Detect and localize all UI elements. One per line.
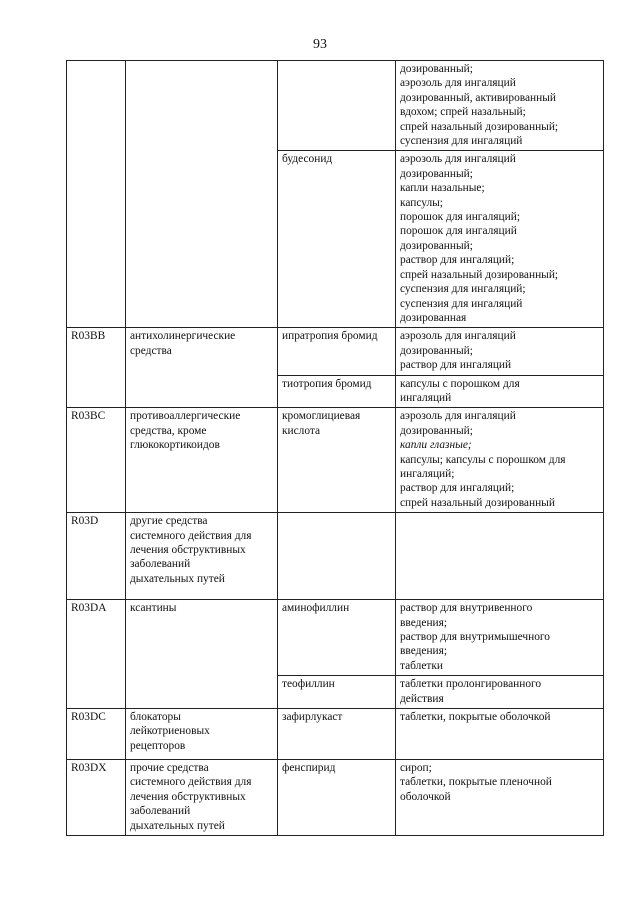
drug-name-cell xyxy=(278,151,396,328)
dosage-forms-cell xyxy=(396,600,604,676)
dosage-forms-cell xyxy=(396,760,604,836)
dosage-form-line: дозированный; xyxy=(400,424,473,437)
drug-name-cell xyxy=(278,600,396,676)
dosage-form-line: дозированная xyxy=(400,311,467,324)
dosage-form-line: суспензия для ингаляций; xyxy=(400,283,526,296)
dosage-form-line: капсулы с порошком для xyxy=(400,377,520,390)
table-row xyxy=(67,513,604,600)
group-cell xyxy=(126,760,278,836)
dosage-form-line: дозированный; xyxy=(400,344,473,357)
drug-name: ипратропия бромид xyxy=(282,330,378,343)
table-row xyxy=(67,709,604,760)
atc-code-cell xyxy=(67,513,126,600)
drug-name: аминофиллин xyxy=(282,602,350,615)
drug-name-cell xyxy=(278,328,396,375)
atc-code-cell xyxy=(67,760,126,836)
drug-name-cell xyxy=(278,375,396,408)
group-line: ксантины xyxy=(130,602,177,615)
group-line: системного действия для xyxy=(130,529,252,542)
atc-code: R03BC xyxy=(71,410,106,423)
drug-name: будесонид xyxy=(282,153,333,166)
dosage-form-line: суспензия для ингаляций xyxy=(400,297,523,310)
drug-name-cell xyxy=(278,760,396,836)
atc-code: R03D xyxy=(71,515,99,528)
dosage-forms-cell xyxy=(396,61,604,151)
dosage-form-line: введения; xyxy=(400,616,448,629)
dosage-forms-cell xyxy=(396,328,604,375)
dosage-form-line: раствор для внутривенного xyxy=(400,602,533,615)
group-cell xyxy=(126,513,278,600)
dosage-form-line: ингаляций; xyxy=(400,467,455,480)
group-line: антихолинергические xyxy=(130,330,236,343)
dosage-form-line: аэрозоль для ингаляций xyxy=(400,77,516,90)
drug-name: кромоглициевая xyxy=(282,410,361,423)
atc-code-cell xyxy=(67,600,126,709)
dosage-forms-cell xyxy=(396,676,604,709)
dosage-form-line: таблетки xyxy=(400,659,444,672)
group-line: противоаллергические xyxy=(130,410,241,423)
dosage-form-line: дозированный; xyxy=(400,167,473,180)
group-cell xyxy=(126,600,278,709)
group-line: заболеваний xyxy=(130,805,191,818)
group-line: лечения обструктивных xyxy=(130,790,246,803)
drug-name-cell xyxy=(278,513,396,600)
drug-name-cell xyxy=(278,676,396,709)
dosage-form-line: введения; xyxy=(400,645,448,658)
dosage-form-line: таблетки, покрытые оболочкой xyxy=(400,711,551,724)
dosage-form-line: капли назальные; xyxy=(400,182,485,195)
group-line: глюкокортикоидов xyxy=(130,439,220,452)
table-row xyxy=(67,408,604,513)
atc-code: R03DA xyxy=(71,602,107,615)
group-cell xyxy=(126,328,278,408)
dosage-form-line: суспензия для ингаляций xyxy=(400,135,523,148)
dosage-form-line: порошок для ингаляций; xyxy=(400,211,520,224)
atc-code-cell xyxy=(67,328,126,408)
dosage-forms-cell xyxy=(396,151,604,328)
atc-code-cell xyxy=(67,709,126,760)
page-number: 93 xyxy=(313,37,327,52)
atc-code-cell xyxy=(67,61,126,328)
dosage-form-line: дозированный; xyxy=(400,239,473,252)
drug-name: тиотропия бромид xyxy=(282,377,372,390)
drug-name: кислота xyxy=(282,424,321,437)
group-cell xyxy=(126,61,278,328)
group-line: дыхательных путей xyxy=(130,572,225,585)
atc-code: R03BB xyxy=(71,330,106,343)
group-line: средства, кроме xyxy=(130,424,207,437)
drug-name-cell xyxy=(278,408,396,513)
dosage-form-line: раствор для ингаляций; xyxy=(400,482,515,495)
atc-code: R03DX xyxy=(71,762,107,775)
group-line: заболеваний xyxy=(130,558,191,571)
group-line: лечения обструктивных xyxy=(130,544,246,556)
dosage-form-line: таблетки пролонгированного xyxy=(400,678,542,691)
atc-code: R03DC xyxy=(71,711,106,724)
dosage-form-line: порошок для ингаляций xyxy=(400,225,517,238)
drug-name: теофиллин xyxy=(282,678,335,691)
dosage-forms-cell xyxy=(396,408,604,513)
group-cell xyxy=(126,709,278,760)
dosage-form-line: капли глазные; xyxy=(400,439,472,452)
group-line: прочие средства xyxy=(130,762,209,775)
group-line: рецепторов xyxy=(130,739,186,752)
drug-name: фенспирид xyxy=(282,762,336,775)
group-line: блокаторы xyxy=(130,711,181,724)
dosage-forms-cell xyxy=(396,375,604,408)
group-line: системного действия для xyxy=(130,776,252,789)
drug-name: зафирлукаст xyxy=(282,711,343,724)
dosage-form-line: аэрозоль для ингаляций xyxy=(400,410,516,423)
dosage-form-line: аэрозоль для ингаляций xyxy=(400,153,516,166)
drug-name-cell xyxy=(278,61,396,151)
table-row xyxy=(67,760,604,836)
group-line: другие средства xyxy=(130,515,208,528)
group-line: дыхательных путей xyxy=(130,819,225,832)
table-row xyxy=(67,600,604,676)
dosage-form-line: капсулы; xyxy=(400,196,443,209)
dosage-form-line: ингаляций xyxy=(400,391,452,404)
dosage-form-line: спрей назальный дозированный; xyxy=(400,120,559,133)
atc-code-cell xyxy=(67,408,126,513)
dosage-form-line: действия xyxy=(400,692,444,705)
group-line: лейкотриеновых xyxy=(130,725,210,738)
dosage-form-line: раствор для внутримышечного xyxy=(400,631,550,643)
group-cell xyxy=(126,408,278,513)
dosage-form-line: капсулы; капсулы с порошком для xyxy=(400,453,566,466)
dosage-form-line: сироп; xyxy=(400,762,432,775)
dosage-forms-cell xyxy=(396,709,604,760)
drug-table xyxy=(66,60,604,836)
table-row xyxy=(67,328,604,375)
table-row xyxy=(67,61,604,151)
dosage-form-line: вдохом; спрей назальный; xyxy=(400,106,526,119)
dosage-form-line: аэрозоль для ингаляций xyxy=(400,330,516,343)
group-line: средства xyxy=(130,344,172,357)
dosage-form-line: таблетки, покрытые пленочной xyxy=(400,776,552,789)
dosage-form-line: раствор для ингаляций; xyxy=(400,254,515,267)
dosage-form-line: дозированный, активированный xyxy=(400,91,556,104)
drug-name-cell xyxy=(278,709,396,760)
dosage-form-line: оболочкой xyxy=(400,790,451,803)
dosage-form-line: спрей назальный дозированный xyxy=(400,496,555,509)
dosage-forms-cell xyxy=(396,513,604,600)
dosage-form-line: дозированный; xyxy=(400,63,473,75)
dosage-form-line: раствор для ингаляций xyxy=(400,359,512,372)
dosage-form-line: спрей назальный дозированный; xyxy=(400,268,559,281)
